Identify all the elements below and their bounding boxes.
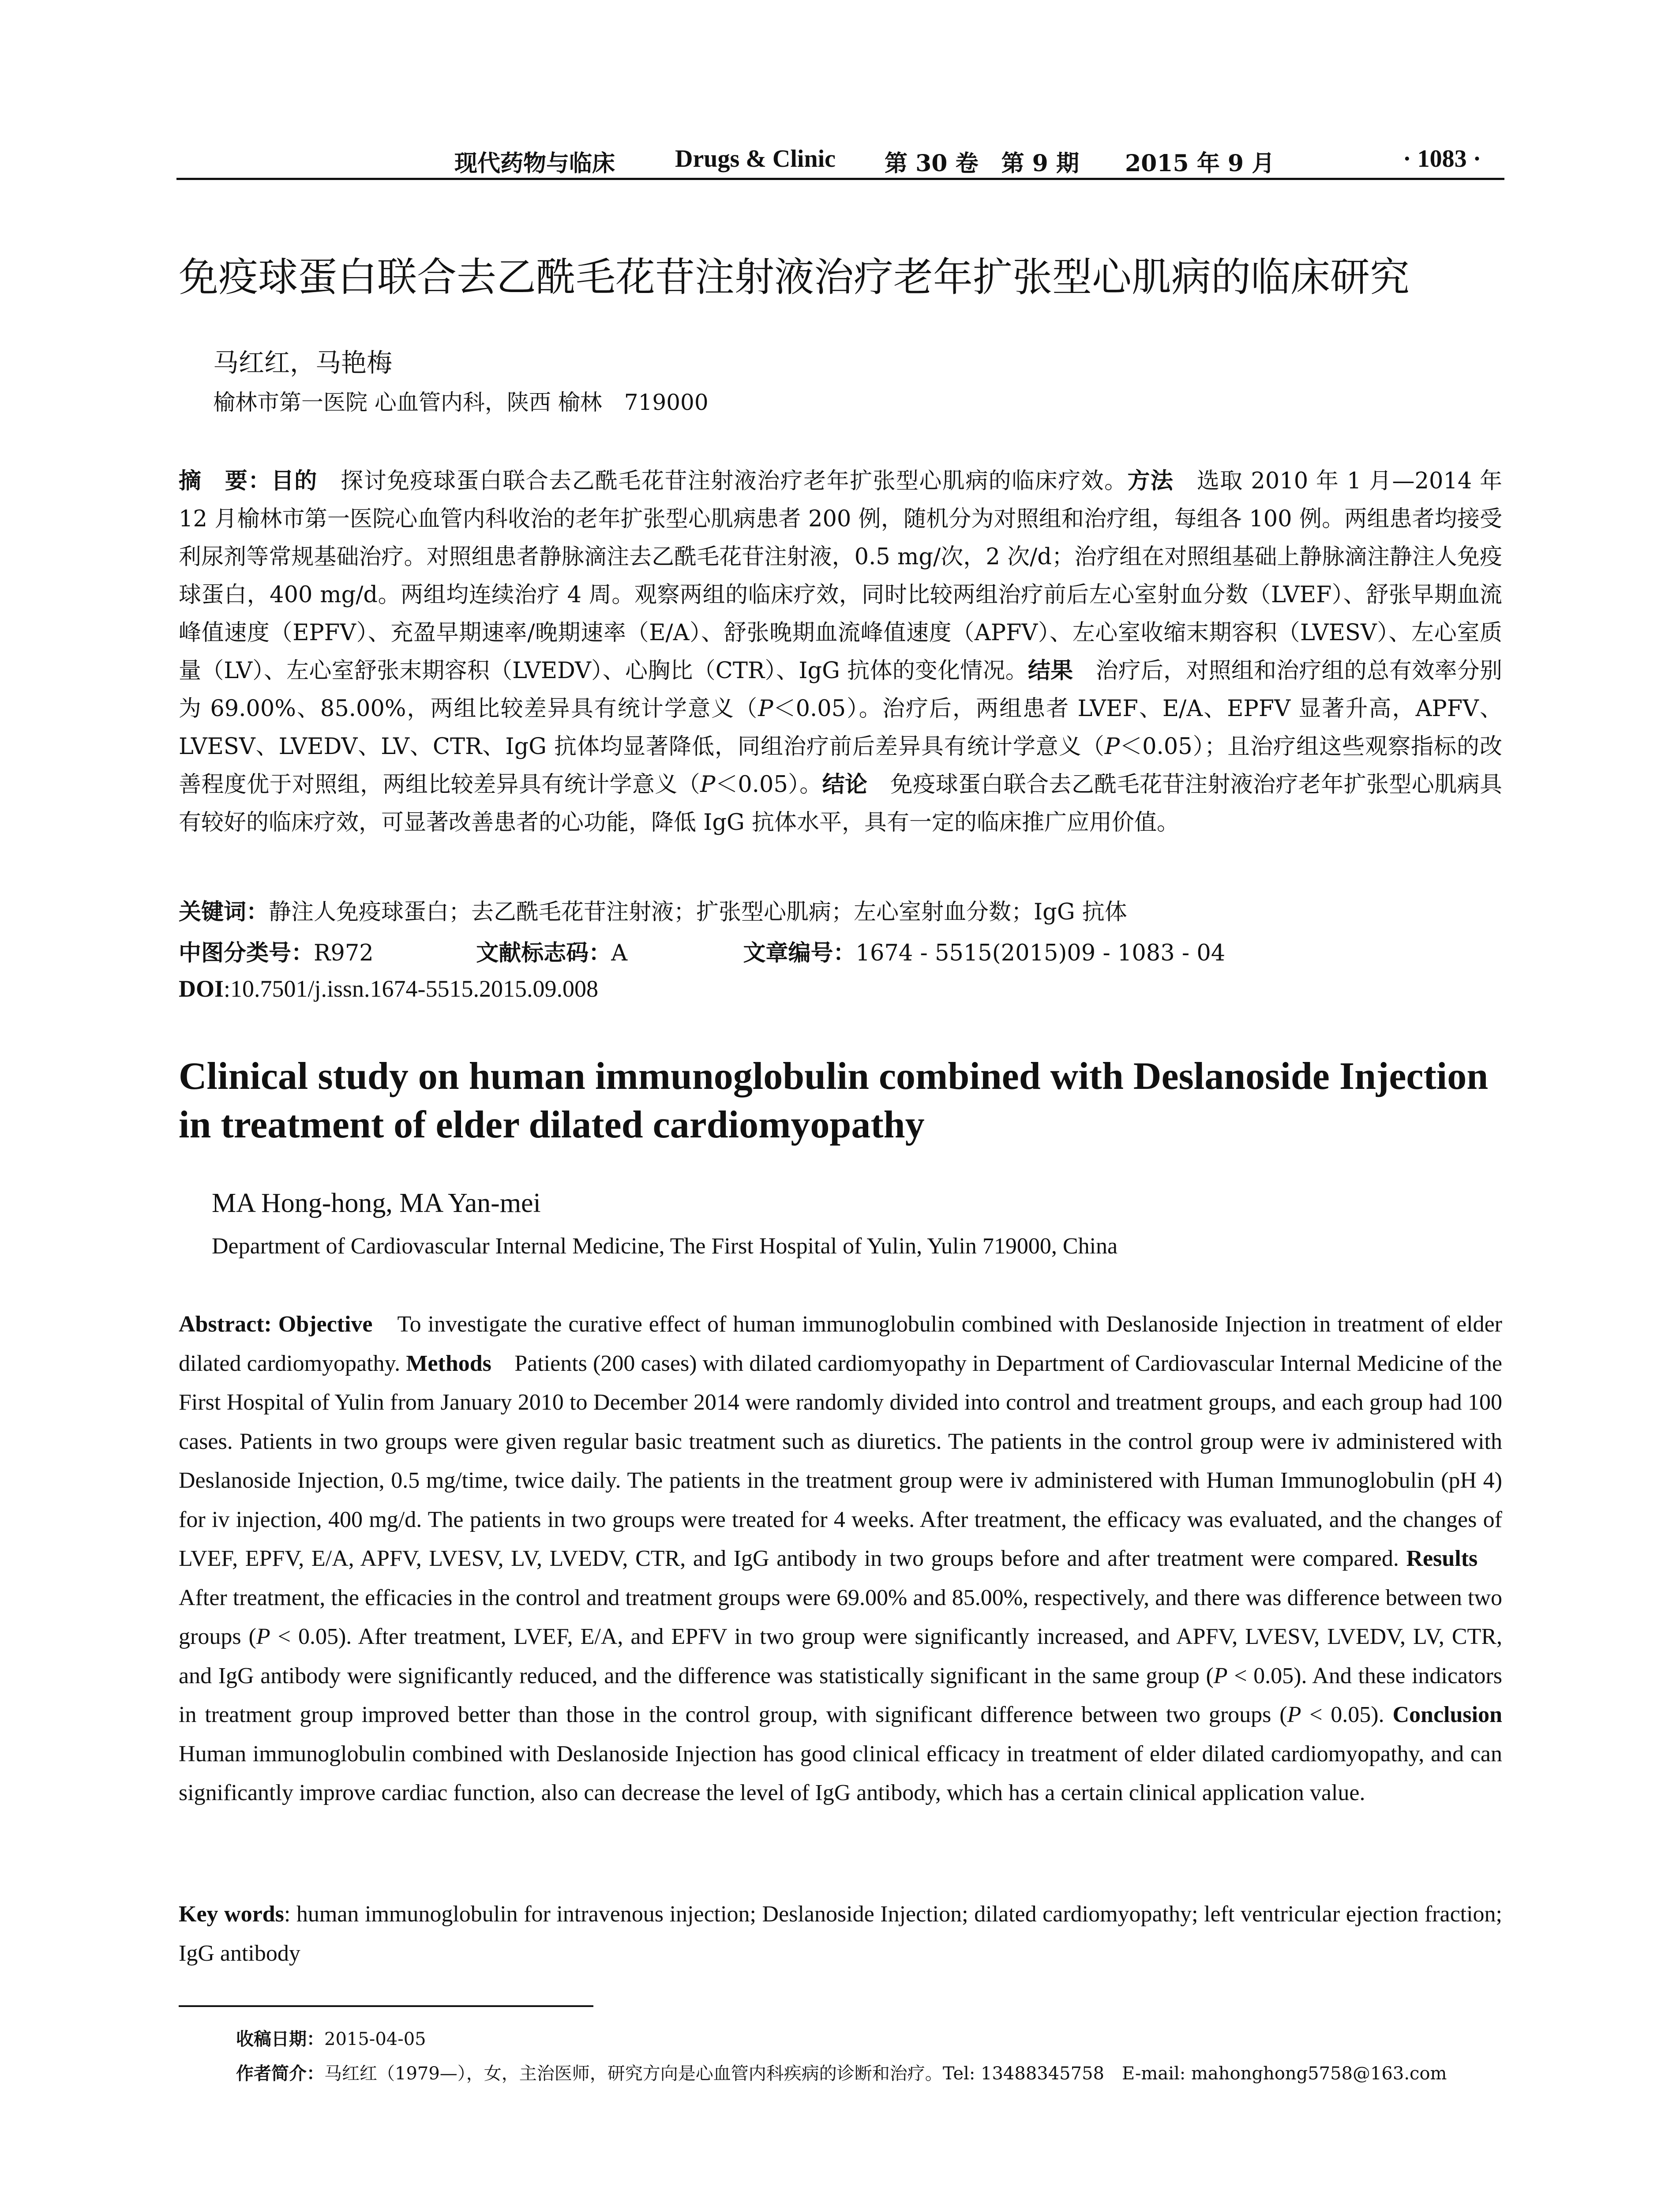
article-no-label: 文章编号： [743, 940, 856, 966]
methods-cn: 选取 2010 年 1 月—2014 年 12 月榆林市第一医院心血管内科收治的老年扩张型心肌病患者 200 例，随机分为对照组和治疗组，每组各 100 例。两组患者均接受利尿剂等常规基础治疗。对照组患者静脉滴注去乙酰毛花苷注射液，0.5 mg/次，2 次/d；治疗组在对照组基础上静脉滴注静注人免疫球蛋白，400 mg/d。两组均连续治疗 4 周。观察两组的临床疗效，同时比较两组治疗前后左心室射血分数（LVEF）、舒张早期血流峰值速度（EPFV）、充盈早期速率/晚期速率（E/A）、舒张晚期血流峰值速度（APFV）、左心室收缩末期容积（LVESV）、左心室质量（LV）、左心室舒张末期容积（LVEDV）、心胸比（CTR）、IgG 抗体的变化情况。 [179, 468, 1502, 684]
conclusion-label-cn: 结论 [822, 772, 868, 798]
results-cn-1: 治疗后，对照组和治疗组的总有效率分别为 69.00%、85.00%，两组比较差异具有统计学意义（ [179, 658, 1502, 722]
clc-value: R972 [314, 940, 374, 966]
abstract-cn [179, 462, 1502, 842]
keywords-cn: 静注人免疫球蛋白；去乙酰毛花苷注射液；扩张型心肌病；左心室射血分数；IgG 抗体 [269, 899, 1127, 925]
results-label-cn: 结果 [1028, 658, 1073, 684]
results-en-3: < 0.05). And these indicators in treatment group improved better than those in the control group, with significant difference between two groups ( [179, 1663, 1502, 1727]
p-symbol: P [256, 1624, 270, 1649]
abstract-label-cn: 摘 要： [179, 468, 271, 494]
clc-label: 中图分类号： [179, 940, 314, 966]
affiliation-en: Department of Cardiovascular Internal Medicine, The First Hospital of Yulin, Yulin 719000, China [212, 1234, 1118, 1259]
journal-name-cn: 现代药物与临床 [454, 150, 615, 177]
received-label: 收稿日期： [236, 2029, 324, 2049]
volume-issue: 第 30 卷 第 9 期 [885, 150, 1079, 177]
author-bio-label: 作者简介： [236, 2063, 324, 2084]
methods-en: Patients (200 cases) with dilated cardiomyopathy in Department of Cardiovascular Internal Medicine of the First Hospital of Yulin from January 2010 to December 2014 were randomly divided into control and treatment groups, and each group had 100 cases. Patients in two groups were given regular basic treatment such as diuretics. The patients in the control group were iv administered with Deslanoside Injection, 0.5 mg/time, twice daily. The patients in the treatment group were iv administered with Human Immunoglobulin (pH 4) for iv injection, 400 mg/d. The patients in two groups were treated for 4 weeks. After treatment, the efficacy was evaluated, and the changes of LVEF, EPFV, E/A, APFV, LVESV, LV, LVEDV, CTR, and IgG antibody in two groups before and after treatment were compared. [179, 1351, 1502, 1571]
page-number: · 1083 · [1403, 145, 1481, 173]
footnote-rule [179, 2005, 593, 2007]
doi-line [179, 975, 598, 1002]
doc-code-value: A [611, 940, 628, 966]
objective-en: To investigate the curative effect of human immunoglobulin combined with Deslanoside Injection in treatment of elder dilated cardiomyopathy. [179, 1312, 1502, 1376]
objective-label-cn: 目的 [271, 468, 318, 494]
author-bio-line [236, 2060, 1447, 2085]
results-en-1: After treatment, the efficacies in the control and treatment groups were 69.00% and 85.00%, respectively, and there was difference between two groups ( [179, 1546, 1502, 1649]
doi-value: :10.7501/j.issn.1674-5515.2015.09.008 [224, 975, 599, 1002]
results-en-4: < 0.05). [1301, 1702, 1393, 1727]
journal-name-en: Drugs & Clinic [675, 145, 836, 173]
keywords-label-en: Key words [179, 1902, 284, 1927]
results-en-2: < 0.05). After treatment, LVEF, E/A, and EPFV in two group were significantly increased, and APFV, LVESV, LVEDV, LV, CTR, and IgG antibody were significantly reduced, and the difference was statistically significant in the same group ( [179, 1624, 1503, 1688]
authors-en: MA Hong-hong, MA Yan-mei [212, 1188, 541, 1218]
p-symbol: P [758, 696, 773, 722]
affiliation-cn: 榆林市第一医院 心血管内科，陕西 榆林 719000 [213, 390, 709, 415]
doi-label: DOI [179, 975, 224, 1002]
keywords-en: : human immunoglobulin for intravenous injection; Deslanoside Injection; dilated cardiomyopathy; left ventricular ejection fraction; IgG antibody [179, 1902, 1502, 1966]
results-cn-4: ＜0.05）。 [715, 772, 822, 798]
article-no-value: 1674 - 5515(2015)09 - 1083 - 04 [855, 940, 1226, 966]
methods-label-en: Methods [406, 1351, 491, 1376]
results-label-en: Results [1406, 1546, 1478, 1571]
authors-cn: 马红红，马艳梅 [213, 348, 393, 378]
doc-code-label: 文献标志码： [476, 940, 611, 966]
conclusion-cn: 免疫球蛋白联合去乙酰毛花苷注射液治疗老年扩张型心肌病具有较好的临床疗效，可显著改善患者的心功能，降低 IgG 抗体水平，具有一定的临床推广应用价值。 [179, 772, 1502, 836]
classification-line [179, 934, 1225, 967]
title-en: Clinical study on human immunoglobulin combined with Deslanoside Injection in treatment of elder dilated cardiomyopathy [179, 1055, 1489, 1146]
p-symbol: P [700, 772, 716, 798]
objective-cn: 探讨免疫球蛋白联合去乙酰毛花苷注射液治疗老年扩张型心肌病的临床疗效。 [317, 468, 1128, 494]
received-date-line [236, 2025, 426, 2050]
running-header [176, 140, 1504, 178]
received-date: 2015-04-05 [324, 2029, 426, 2049]
p-symbol: P [1287, 1702, 1301, 1727]
p-symbol: P [1104, 734, 1120, 760]
conclusion-en: Human immunoglobulin combined with Deslanoside Injection has good clinical efficacy in treatment of elder dilated cardiomyopathy, and can significantly improve cardiac function, also can decrease the level of IgG antibody, which has a certain clinical application value. [179, 1741, 1502, 1805]
keywords-en-block [179, 1895, 1502, 1973]
keywords-label-cn: 关键词： [179, 899, 269, 925]
header-rule [176, 178, 1504, 180]
conclusion-label-en: Conclusion [1392, 1702, 1502, 1727]
abstract-en [179, 1305, 1502, 1813]
abstract-label-en: Abstract: Objective [179, 1312, 373, 1337]
author-bio: 马红红（1979—），女，主治医师，研究方向是心血管内科疾病的诊断和治疗。Tel: 13488345758 E-mail: mahonghong5758@163.com [324, 2063, 1447, 2084]
p-symbol: P [1213, 1663, 1228, 1688]
results-cn-3: ＜0.05）；且治疗组这些观察指标的改善程度优于对照组，两组比较差异具有统计学意义（ [179, 734, 1502, 798]
results-cn-2: ＜0.05）。治疗后，两组患者 LVEF、E/A、EPFV 显著升高，APFV、LVESV、LVEDV、LV、CTR、IgG 抗体均显著降低，同组治疗前后差异具有统计学意义（ [179, 696, 1502, 760]
methods-label-cn: 方法 [1127, 468, 1174, 494]
keywords-cn-line [179, 893, 1127, 926]
title-cn: 免疫球蛋白联合去乙酰毛花苷注射液治疗老年扩张型心肌病的临床研究 [179, 254, 1410, 300]
issue-date: 2015 年 9 月 [1125, 150, 1275, 177]
